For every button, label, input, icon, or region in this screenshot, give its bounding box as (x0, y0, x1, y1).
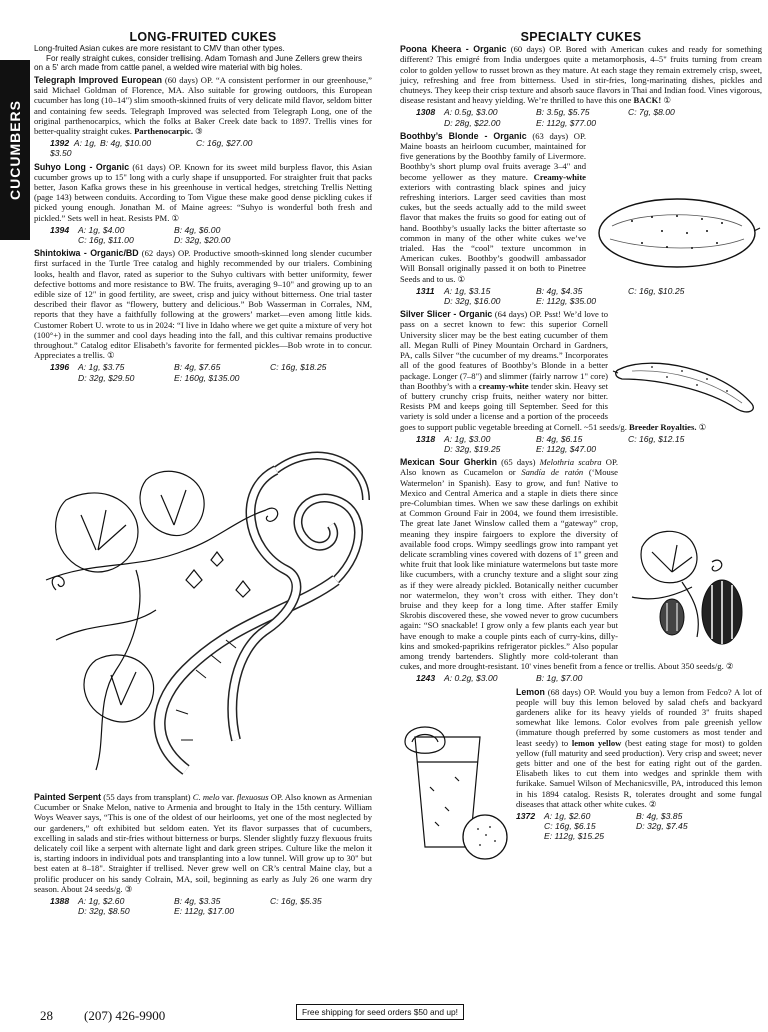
product-description-end: OP. Also known as Armenian Cucumber or Snake Melon, native to Armenia and brought to Italy in the 15th century. William Woys Weaver says, “This is one of the oldest of our heirlooms, yet one of the most neglected by our gardeners,” oft exhibited but seldom eaten. Yet its flavor surpasses that of cucumbers, excelling in salads and stir-fries without bitterness or burps. Slender slightly fuzzy flexuous fruits delicately coil like a serpent with alternate light and dark green stripes. Culture like the melon it is, starting indoors in individual pots and transplanting into a low tunnel. Will grow up to 30" but best eaten at 8–18". Straighter if trellised. Never grew well on CR’s central Maine clay, but a prolific producer on his sandy Colrain, MA, soil, beginning as early as July 26 one warm dry season. About 24 seeds/g. ③ (34, 792, 372, 894)
product-description-end: exteriors with contrasting black spines and juicy refreshing interiors. Larger seed cavities than most cukes, but the seeds actually add to the mild sweet flavor that makes the fruits so good for eating out of hand. Boothby’s usually lacks the bitter aftertaste so common in many of the other white cukes we’ve trialed. Has the “cool” texture uncommon in American cukes. Boothby’s goodwill ambassador Will Bonsall originally passed it on both to Pinetree Seeds and to us. ① (400, 181, 586, 284)
price-row (50, 225, 372, 245)
product-tag: BACK! (633, 95, 662, 106)
price-option: D: 32g, $16.00 (444, 296, 501, 307)
product-boothbys-blonde (400, 131, 762, 284)
price-option: C: 16g, $6.15 (544, 821, 596, 832)
sour-gherkin-illustration (622, 517, 762, 657)
product-description-end: ① (661, 95, 672, 106)
price-option: B: 4g, $6.00 (174, 224, 221, 235)
price-option: E: 112g, $17.00 (174, 906, 235, 917)
scientific-name: Melothria scabra (539, 457, 602, 468)
price-option: B: 4g, $7.65 (174, 362, 221, 373)
section-heading-long-fruited: LONG-FRUITED CUKES (129, 30, 277, 44)
product-tag: creamy-white (478, 380, 529, 391)
price-option: C: 16g, $11.00 (78, 235, 134, 246)
product-telegraph-improved (34, 75, 372, 136)
price-row (416, 286, 762, 306)
section-tab-label: CUCUMBERS (7, 100, 23, 200)
price-option: D: 32g, $7.45 (636, 821, 688, 832)
price-option: C: 16g, $18.25 (270, 362, 327, 373)
product-description: (60 days) OP. “A consistent performer in our greenhouse,” said Michael Goldman of Florence, MA. Also suitable for growing outdoors, this European cucumber has long (10–14") slim smooth-skinned fruits of very delicate mild flavor, seldom bitter and containing few seeds. Telegraph Improved was selected from Telegraph Long, one of the original parthenocarpics, which the folks at Baker Creek date back to 1897. Trellis vines for better-quality straight cukes. (34, 74, 372, 136)
product-description-end: ③ (193, 126, 203, 136)
price-row (416, 434, 762, 454)
section-heading-specialty: SPECIALTY CUKES (520, 30, 642, 44)
section-tab (0, 60, 30, 240)
price-row (50, 362, 372, 382)
price-option: B: 1g, $7.00 (536, 673, 583, 684)
price-option: A: 1g, $2.60 (544, 811, 591, 822)
item-code: 1311 (416, 285, 435, 296)
boothbys-blonde-illustration (592, 191, 762, 271)
lemon-cucumber-illustration (400, 717, 510, 867)
common-name-spanish: Sandía de ratón (521, 467, 584, 478)
product-name: Telegraph Improved European (34, 74, 162, 85)
price-option: C: 7g, $8.00 (628, 107, 675, 118)
product-description-end: ① (696, 421, 707, 432)
product-silver-slicer (400, 309, 762, 431)
price-option: A: 1g, $4.00 (78, 224, 125, 235)
product-description: OP. Also known as Cucamelon or (400, 457, 618, 478)
price-option: D: 32g, $8.50 (78, 906, 130, 917)
page-number: 28 (40, 1008, 53, 1023)
product-shintokiwa (34, 248, 372, 360)
price-option: E: 112g, $15.25 (544, 831, 605, 842)
product-lemon (400, 687, 762, 809)
product-tag: lemon yellow (571, 737, 622, 748)
price-option: B: 4g, $3.85 (636, 811, 683, 822)
price-option: D: 32g, $29.50 (78, 372, 135, 383)
product-name: Shintokiwa - Organic/BD (34, 248, 139, 259)
item-code: 1388 (50, 896, 70, 907)
item-code: 1396 (50, 362, 70, 373)
price-option: A: 1g, $3.15 (444, 285, 491, 296)
product-name: Suhyo Long - Organic (34, 161, 130, 172)
product-description: (55 days from transplant) (101, 792, 193, 802)
item-code: 1392 (50, 138, 70, 149)
right-column (400, 32, 762, 869)
product-name: Silver Slicer - Organic (400, 309, 493, 320)
price-option: B: 4g, $3.35 (174, 896, 221, 907)
price-option: B: 4g, $6.15 (536, 433, 583, 444)
item-code: 1243 (416, 673, 436, 684)
left-column-lower (34, 792, 372, 919)
product-poona-kheera (400, 44, 762, 105)
price-row (416, 673, 762, 683)
product-description-end: (best eating stage for most) to golden yellow (full maturity and seed production). Very crisp and sweet; never gets bitter and one of the best for eating right out of the garden. Elisabeth likes to cut them into wedges and sprinkle them with furikake. Samuel Wilson of Mechanicsville, PA, introduced this lemon in his 1894 catalog. Resists R, tolerates drought and some fungal diseases that attack other white cukes. ② (516, 737, 762, 809)
scientific-name: C. melo (192, 792, 220, 802)
price-option: A: 1g, $3.00 (444, 433, 491, 444)
product-description: (60 days) OP. Bored with American cukes and ready for something different? This emigré from India undergoes quite a metamorphosis, 4–5" fruits turning from cream color to golden yellow to russet brown as they mature. At each stage they remain extremely crisp, sweet, juicy, refreshing and free from bitterness. Used in stir-fries, long-marinating dishes, pickles and chutneys. They keep their crisp texture and absorb sauce flavors in Thai and Indian food. Vines vigorous, disease resistant and heavy yielding. We’re thrilled to have this one (400, 44, 762, 106)
price-option: B: 4g, $10.00 (100, 138, 152, 149)
product-name: Poona Kheera - Organic (400, 44, 507, 55)
product-description: (62 days) OP. Productive smooth-skinned long slender cucumber first surfaced in the Turtle Tree catalog and highly recommended by our trialers. Combining looks, health and flavor, rated as superior to the Suhyo cultivars with better uniformity, fewer defective bottoms and more resistance to BW. The fruits, averaging 9–10" and growing up to an edible size of 12" in good fertility, are sweet, crisp and juicy without bitterness. One trial taster described their flavor as “flowery, buttery and delicious.” Bob Wasserman in Corrales, NM, reports that they have a faithfully following at the growers’ market—even among little kids. Customer Robert U. wrote to us in 2024: “I live in Idaho where we get quite a mixture of very hot (100°+) in the summer and cool days heading into the fall, and this cultivar remains productive throughout.” Catalog editor Elisabeth’s favorite for fermented pickles—Bob wrote in to concur. Appreciates a trellis. ① (34, 248, 372, 361)
silver-slicer-illustration (612, 349, 762, 419)
price-option: C: 16g, $12.15 (628, 433, 685, 444)
product-suhyo-long (34, 162, 372, 223)
price-option: E: 112g, $35.00 (536, 296, 597, 307)
painted-serpent-illustration (36, 440, 396, 790)
product-tag: Creamy-white (533, 171, 586, 182)
scientific-variety: flexuosus (236, 792, 269, 802)
shipping-notice: Free shipping for seed orders $50 and up! (296, 1004, 464, 1020)
product-description: tender skin. Heavy set of buttery crunchy crisp fruits, neither watery nor bitter. Resists PM and keeps going till September. Seed for this variety is sold under a license and a portion of the proceeds goes to support public vegetable breeding at Cornell. ~51 seeds/g. (400, 380, 629, 432)
left-column (34, 32, 372, 386)
price-option: E: 160g, $135.00 (174, 372, 240, 383)
product-name: Painted Serpent (34, 792, 102, 802)
product-painted-serpent (34, 792, 372, 894)
product-mexican-sour-gherkin (400, 457, 762, 671)
price-option: A: 1g, $2.60 (78, 896, 125, 907)
item-code: 1308 (416, 107, 436, 118)
price-option: D: 32g, $20.00 (174, 235, 231, 246)
price-option: A: 0.5g, $3.00 (444, 107, 498, 118)
price-option: C: 16g, $10.25 (628, 285, 685, 296)
price-row (50, 138, 372, 158)
item-code: 1372 (516, 811, 536, 822)
phone-number: (207) 426-9900 (84, 1008, 166, 1023)
product-name: Mexican Sour Gherkin (400, 457, 497, 468)
price-option: D: 28g, $22.00 (444, 117, 501, 128)
section-intro (34, 44, 372, 73)
intro-line: For really straight cukes, consider trellising. Adam Tomash and June Zellers grew theirs on a 5' arch made from cattle panel, a welded wire material with big holes. (34, 53, 363, 73)
product-name: Lemon (516, 686, 545, 697)
price-option: B: 3.5g, $5.75 (536, 107, 590, 118)
price-option: E: 112g, $47.00 (536, 443, 597, 454)
price-option: A: 0.2g, $3.00 (444, 673, 498, 684)
item-code: 1318 (416, 433, 436, 444)
price-option: E: 112g, $77.00 (536, 117, 597, 128)
product-tag: Breeder Royalties. (629, 421, 697, 432)
product-name: Boothby’s Blonde - Organic (400, 130, 527, 141)
product-description: (63 days) OP. Maine boasts an heirloom cucumber, maintained for five generations by the Boothby family of Livermore. Boothby’s short plump oval fruits average 3–4" and become yellower as they mature. (400, 130, 586, 182)
product-description: (64 days) OP. Psst! We’d love to pass on a secret known to few: this superior Cornell University slicer may be the best eating cucumber of them all. Megan Rulli of Piney Mountain Orchard in Gardners, PA, calls Silver “the cucumber of my dreams.” Incorporates all of the good features of Boothby’s Blonde in a better package. Longer (7–8") and slimmer (fairly narrow 1" core) than Boothby’s with a (400, 309, 608, 391)
price-option: C: 16g, $27.00 (196, 138, 253, 149)
product-tag: Parthenocarpic. (134, 126, 194, 136)
product-description-end: (‘Mouse Watermelon’ in Spanish). Easy to grow, and fun! Native to Mexico and Central America and a staple in diets there since pre-Columbian times. When we saw these darlings on exhibit at Common Ground Fair in 2004, we found them irresistible. The great late Janet Winslow called them a “gateway” crop, meaning they inspire fairgoers to explore the diversity of available food crops. Wimpy seedlings grow into rampant yet delicate scrambling vines covered with dozens of 1" green and white fruit that look like miniature watermelons but taste more like cucumbers, with a crunchy texture and a slight sour zing as if they were already pickled. Botanically neither cucumber nor watermelon, they won’t cross with either. They don’t bruise and they keep for a long time. After staffer Emily Skrobis discovered these, she vowed never to grow cucumbers again: “SO snackable! I grow only a few plants each year but have enough to make a couple pints each of curry-kins, dilly-kins and smoked-paprikins refrigerator pickles.” Also popular among trendy bartenders. Slightly more cold-tolerant than cukes, and more drought-resistant. 10' vines benefit from a fence or trellis. About 350 seeds/g. ② (400, 467, 734, 672)
price-option: A: 1g, $3.75 (78, 362, 125, 373)
product-description: (65 days) (496, 457, 540, 468)
price-row (50, 896, 372, 916)
product-description: (68 days) OP. Would you buy a lemon from Fedco? A lot of people will buy this lemon beloved by salad chefs and backyard gardeners alike for its heavy yields of rounded 3" fruits shaped somewhat like lemons. Color evolves from pale greenish yellow (immature though preferred by some customers as most tender and least seedy) to (516, 686, 762, 748)
price-option: B: 4g, $4.35 (536, 285, 583, 296)
product-description: var. (219, 792, 237, 802)
intro-line: Long-fruited Asian cukes are more resistant to CMV than other types. (34, 44, 285, 54)
item-code: 1394 (50, 224, 70, 235)
price-option: C: 16g, $5.35 (270, 896, 322, 907)
price-row (416, 107, 762, 127)
product-description: (61 days) OP. Known for its sweet mild burpless flavor, this Asian cucumber grows up to 15" long with a curly shape if unsupported. For straighter fruit that packs better, Jason Kafka grows these in his greenhouse in vertical hedges, stretching Trellis Netting (page 143) between conduits. According to Tom Vigue these make good dense pickling cukes if picked young enough. Jonathan M. of Maine agrees: “Suhyo is wonderful both fresh and pickled.” Sets well in heat. Resists PM. ① (34, 161, 372, 223)
price-row (516, 811, 762, 842)
price-option: D: 32g, $19.25 (444, 443, 501, 454)
price-option: A: 1g, $3.50 (50, 138, 97, 159)
